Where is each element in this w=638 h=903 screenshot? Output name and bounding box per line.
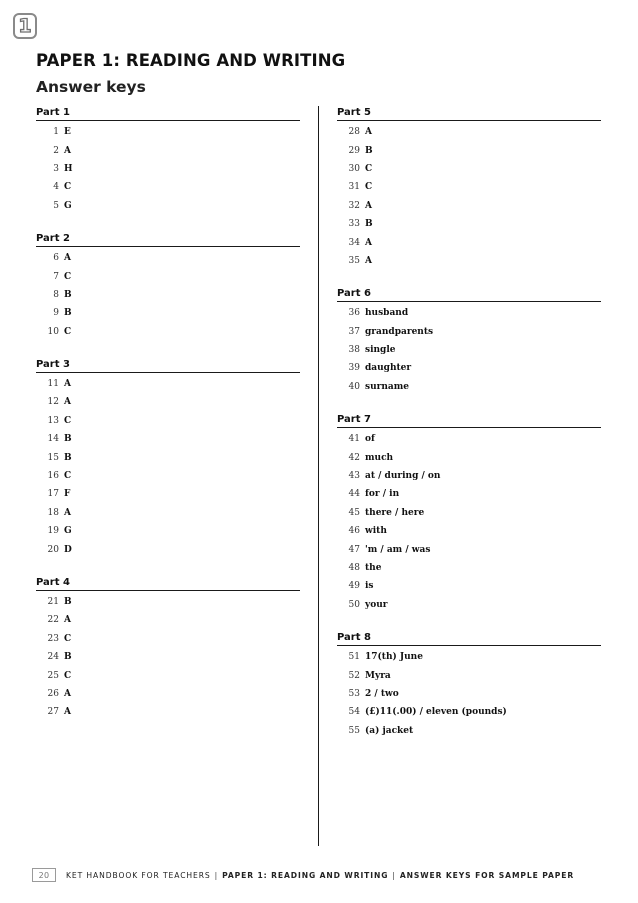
answer-row: [337, 522, 601, 540]
answer-section: [36, 358, 300, 559]
question-number: 45: [348, 507, 360, 518]
answer-text: B: [64, 434, 72, 445]
answer-row: [36, 375, 300, 393]
answer-text: single: [365, 345, 396, 356]
answer-text: A: [365, 127, 372, 138]
question-number: 11: [47, 379, 59, 390]
answer-row: [36, 703, 300, 721]
question-number: 21: [47, 597, 59, 607]
question-number: 51: [348, 652, 360, 663]
answer-row: [36, 249, 300, 267]
answer-row: [337, 378, 601, 396]
part-heading: Part 2: [36, 232, 300, 247]
answer-row: [337, 559, 601, 577]
question-number: 25: [47, 670, 59, 681]
answer-text: B: [64, 597, 72, 607]
answer-text: daughter: [365, 363, 412, 374]
part-heading: Part 8: [337, 631, 601, 646]
question-number: 10: [47, 326, 59, 337]
answer-text: C: [64, 182, 72, 193]
answer-text: C: [64, 271, 72, 282]
footer-running-title: [66, 871, 574, 880]
answer-row: [337, 359, 601, 377]
answer-text: A: [64, 688, 71, 699]
question-number: 48: [348, 563, 360, 573]
answer-row: [36, 504, 300, 522]
answer-row: [36, 485, 300, 503]
answer-row: [36, 540, 300, 558]
question-number: 52: [348, 670, 360, 681]
part-heading: Part 1: [36, 106, 300, 121]
question-number: 24: [47, 652, 59, 663]
answer-row: [337, 141, 601, 159]
answer-row: [337, 215, 601, 233]
question-number: 30: [348, 163, 360, 174]
answer-row: [36, 160, 300, 178]
answer-text: grandparents: [365, 326, 434, 337]
answer-text: A: [365, 255, 372, 266]
answer-section: [337, 287, 601, 396]
answer-text: B: [365, 145, 373, 156]
answer-text: 17(th) June: [365, 652, 423, 663]
answer-text: F: [64, 489, 71, 500]
question-number: 12: [47, 397, 59, 408]
question-number: 44: [348, 489, 360, 500]
answer-text: surname: [365, 381, 409, 392]
answer-row: [337, 577, 601, 595]
question-number: 37: [348, 326, 360, 337]
answer-text: G: [64, 526, 72, 537]
answer-row: [337, 596, 601, 614]
answer-section: [36, 232, 300, 341]
answer-row: [337, 448, 601, 466]
answer-row: [36, 685, 300, 703]
answer-row: [337, 197, 601, 215]
answer-text: A: [64, 397, 71, 408]
question-number: 5: [53, 200, 59, 211]
question-number: 32: [348, 200, 360, 211]
answer-text: C: [365, 182, 373, 193]
answer-text: A: [365, 200, 372, 211]
question-number: 54: [348, 707, 360, 718]
answer-row: [337, 666, 601, 684]
answer-row: [36, 666, 300, 684]
question-number: 36: [348, 308, 360, 319]
answer-row: [337, 540, 601, 558]
answer-text: A: [64, 145, 71, 156]
answer-row: [36, 467, 300, 485]
question-number: 1: [53, 127, 59, 138]
left-answer-column: [36, 106, 300, 722]
answer-section: [337, 413, 601, 614]
answer-text: the: [365, 563, 382, 573]
paper-number-badge: 1: [13, 13, 37, 39]
part-heading: Part 4: [36, 576, 300, 591]
answer-row: [337, 685, 601, 703]
right-answer-column: [337, 106, 601, 740]
question-number: 13: [47, 415, 59, 426]
section-gap: [36, 215, 300, 232]
answer-text: H: [64, 163, 73, 174]
question-number: 26: [47, 688, 59, 699]
answer-row: [337, 467, 601, 485]
answer-text: there / here: [365, 507, 425, 518]
answer-row: [36, 593, 300, 611]
answer-text: A: [64, 253, 71, 264]
answer-row: [36, 141, 300, 159]
question-number: 47: [348, 544, 360, 555]
question-number: 22: [47, 615, 59, 626]
section-gap: [337, 270, 601, 287]
answer-text: (a) jacket: [365, 725, 414, 736]
answer-text: Myra: [365, 670, 391, 681]
section-gap: [337, 614, 601, 631]
question-number: 16: [47, 471, 59, 482]
answer-list: [36, 591, 300, 722]
answer-row: [337, 648, 601, 666]
part-heading: Part 7: [337, 413, 601, 428]
footer-handbook-title: KET HANDBOOK FOR TEACHERS: [66, 870, 211, 880]
answer-text: C: [64, 670, 72, 681]
answer-text: G: [64, 200, 72, 211]
answer-row: [337, 178, 601, 196]
question-number: 15: [47, 452, 59, 463]
question-number: 23: [47, 633, 59, 644]
footer-separator: |: [214, 870, 219, 880]
footer-paper-title: PAPER 1: READING AND WRITING: [222, 870, 389, 880]
page-title: PAPER 1: READING AND WRITING: [36, 51, 346, 70]
footer-section-title: ANSWER KEYS FOR SAMPLE PAPER: [399, 870, 575, 880]
question-number: 7: [53, 271, 59, 282]
section-gap: [36, 559, 300, 576]
question-number: 29: [348, 145, 360, 156]
answer-text: A: [64, 615, 71, 626]
answer-text: 2 / two: [365, 688, 399, 699]
answer-text: at / during / on: [365, 471, 441, 482]
answer-row: [36, 393, 300, 411]
part-heading: Part 3: [36, 358, 300, 373]
answer-row: [36, 267, 300, 285]
question-number: 9: [53, 308, 59, 319]
answer-row: [36, 323, 300, 341]
question-number: 14: [47, 434, 59, 445]
answer-text: your: [365, 599, 388, 610]
answer-text: B: [64, 308, 72, 319]
answer-text: (£)11(.00) / eleven (pounds): [365, 707, 507, 718]
section-gap: [36, 341, 300, 358]
answer-list: [337, 646, 601, 740]
question-number: 8: [53, 289, 59, 300]
question-number: 35: [348, 255, 360, 266]
answer-row: [36, 412, 300, 430]
page-subtitle: Answer keys: [36, 78, 146, 96]
question-number: 49: [348, 581, 360, 592]
question-number: 39: [348, 363, 360, 374]
answer-row: [36, 448, 300, 466]
answer-row: [337, 722, 601, 740]
answer-row: [337, 485, 601, 503]
answer-row: [337, 504, 601, 522]
question-number: 34: [348, 237, 360, 248]
answer-row: [36, 286, 300, 304]
answer-text: D: [64, 544, 72, 555]
question-number: 41: [348, 434, 360, 445]
page-number: 20: [32, 868, 56, 882]
answer-row: [36, 611, 300, 629]
answer-row: [36, 522, 300, 540]
answer-text: C: [64, 633, 72, 644]
question-number: 55: [348, 725, 360, 736]
question-number: 3: [53, 163, 59, 174]
question-number: 18: [47, 507, 59, 518]
answer-row: [337, 252, 601, 270]
answer-section: [337, 631, 601, 740]
answer-row: [36, 304, 300, 322]
answer-row: [36, 178, 300, 196]
answer-text: is: [365, 581, 374, 592]
column-divider: [318, 106, 319, 846]
answer-text: A: [64, 707, 71, 718]
question-number: 33: [348, 219, 360, 230]
answer-text: A: [64, 379, 71, 390]
answer-text: with: [365, 526, 387, 537]
answer-list: [337, 121, 601, 270]
answer-text: B: [64, 452, 72, 463]
answer-row: [36, 197, 300, 215]
answer-row: [337, 341, 601, 359]
answer-row: [36, 630, 300, 648]
answer-row: [337, 233, 601, 251]
part-heading: Part 6: [337, 287, 601, 302]
answer-text: C: [64, 415, 72, 426]
question-number: 4: [53, 182, 59, 193]
answer-row: [337, 430, 601, 448]
question-number: 31: [348, 182, 360, 193]
answer-text: C: [64, 326, 72, 337]
answer-list: [36, 373, 300, 559]
answer-text: B: [64, 289, 72, 300]
answer-text: A: [64, 507, 71, 518]
answer-section: [36, 576, 300, 722]
answer-row: [36, 648, 300, 666]
answer-row: [36, 123, 300, 141]
answer-row: [337, 160, 601, 178]
question-number: 46: [348, 526, 360, 537]
answer-row: [337, 123, 601, 141]
answer-list: [36, 247, 300, 341]
answer-list: [36, 121, 300, 215]
question-number: 2: [53, 145, 59, 156]
question-number: 43: [348, 471, 360, 482]
answer-text: E: [64, 127, 71, 138]
answer-text: B: [365, 219, 373, 230]
part-heading: Part 5: [337, 106, 601, 121]
answer-row: [36, 430, 300, 448]
answer-text: for / in: [365, 489, 400, 500]
answer-list: [337, 428, 601, 614]
answer-text: B: [64, 652, 72, 663]
footer-separator: |: [392, 870, 396, 880]
question-number: 28: [348, 127, 360, 138]
answer-text: 'm / am / was: [365, 544, 431, 555]
question-number: 53: [348, 688, 360, 699]
question-number: 27: [47, 707, 59, 718]
answer-row: [337, 703, 601, 721]
question-number: 50: [348, 599, 360, 610]
answer-section: [337, 106, 601, 270]
answer-list: [337, 302, 601, 396]
question-number: 42: [348, 452, 360, 463]
question-number: 38: [348, 345, 360, 356]
section-gap: [337, 396, 601, 413]
question-number: 20: [47, 544, 59, 555]
answer-section: [36, 106, 300, 215]
answer-text: of: [365, 434, 375, 445]
question-number: 19: [47, 526, 59, 537]
answer-row: [337, 323, 601, 341]
answer-row: [337, 304, 601, 322]
question-number: 6: [53, 253, 59, 264]
answer-text: husband: [365, 308, 409, 319]
answer-text: C: [64, 471, 72, 482]
question-number: 40: [348, 381, 360, 392]
answer-text: much: [365, 452, 394, 463]
answer-text: A: [365, 237, 372, 248]
answer-text: C: [365, 163, 373, 174]
page-footer: [0, 867, 638, 883]
question-number: 17: [47, 489, 59, 500]
